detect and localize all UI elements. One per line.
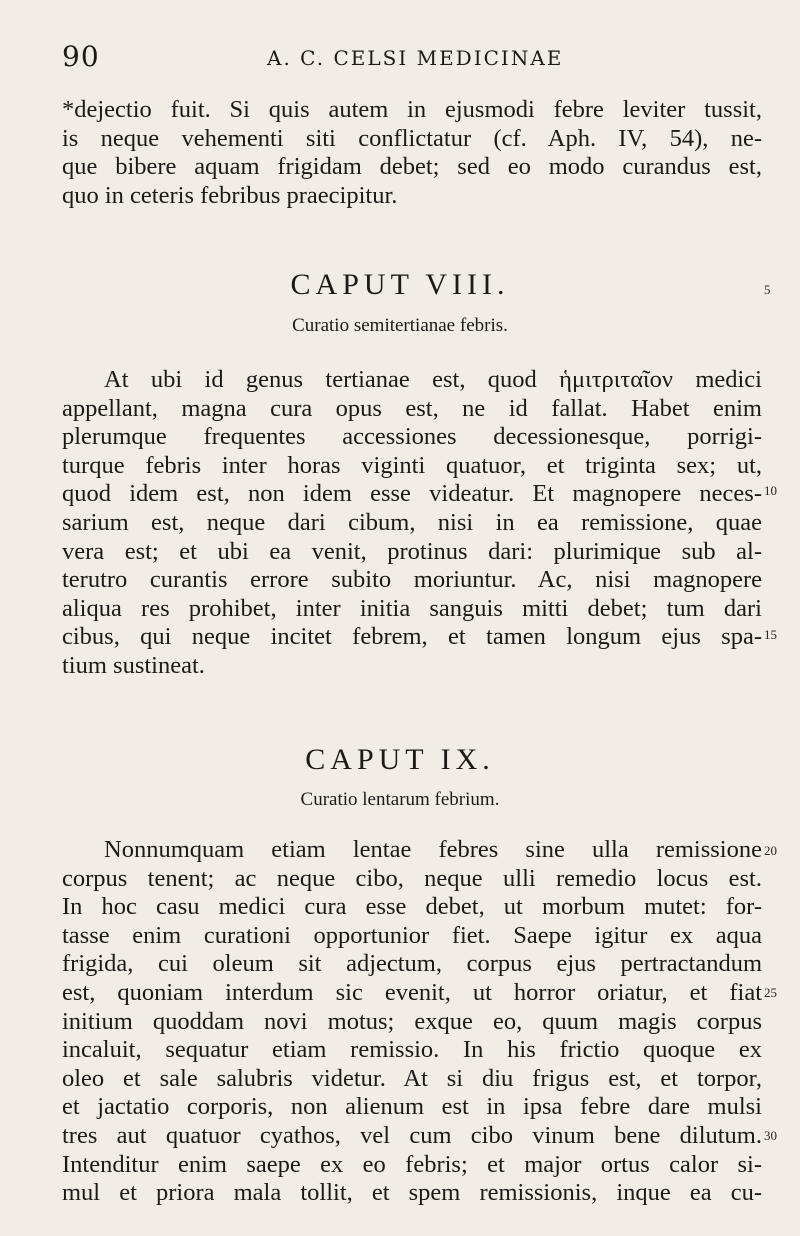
text-line: incaluit, sequatur etiam remissio. In his frictio quoque ex <box>62 1036 762 1064</box>
text-line: quo in ceteris febribus praecipitur. <box>62 181 398 209</box>
text-line: At ubi id genus tertianae est, quod ἡμιτριταῖον medici <box>104 366 762 393</box>
chapter-9-title: CAPUT IX. <box>305 743 495 776</box>
continuation-paragraph <box>62 96 762 210</box>
text-line: initium quoddam novi motus; exque eo, quum magis corpus <box>62 1007 762 1035</box>
chapter-9-paragraph <box>62 836 762 1208</box>
text-line: turque febris inter horas viginti quatuor, et triginta sex; ut, <box>62 451 762 479</box>
text-line: que bibere aquam frigidam debet; sed eo modo curandus est, <box>62 153 762 181</box>
running-title: A. C. CELSI MEDICINAE <box>267 46 564 70</box>
text-line: tasse enim curationi opportunior fiet. Saepe igitur ex aqua <box>62 921 762 949</box>
margin-line-number: 15 <box>764 627 777 642</box>
page-number: 90 <box>62 40 100 73</box>
text-line: frigida, cui oleum sit adjectum, corpus ejus pertractandum <box>62 950 762 978</box>
margin-line-number: 20 <box>764 843 777 858</box>
text-line: oleo et sale salubris videtur. At si diu frigus est, et torpor, <box>62 1064 762 1092</box>
text-line: et jactatio corporis, non alienum est in ipsa febre dare mulsi <box>62 1093 762 1121</box>
margin-line-number: 10 <box>764 483 777 498</box>
text-line: corpus tenent; ac neque cibo, neque ulli remedio locus est. <box>62 864 762 892</box>
text-line: vera est; et ubi ea venit, protinus dari: plurimique sub al- <box>62 537 762 565</box>
text-line: sarium est, neque dari cibum, nisi in ea remissione, quae <box>62 508 762 536</box>
text-line: plerumque frequentes accessiones decessionesque, porrigi- <box>62 423 762 451</box>
text-line: Nonnumquam etiam lentae febres sine ulla remissione <box>104 836 762 863</box>
text-line: aliqua res prohibet, inter initia sanguis mitti debet; tum dari <box>62 594 762 622</box>
chapter-8-subtitle: Curatio semitertianae febris. <box>292 315 508 336</box>
text-line: is neque vehementi siti conflictatur (cf. Aph. IV, 54), ne- <box>62 124 762 152</box>
page-header <box>62 40 762 74</box>
margin-line-number: 30 <box>764 1128 777 1143</box>
text-line: In hoc casu medici cura esse debet, ut morbum mutet: for- <box>62 893 762 921</box>
text-line: tium sustineat. <box>62 651 205 679</box>
text-line: appellant, magna cura opus est, ne id fallat. Habet enim <box>62 394 762 422</box>
text-line: quod idem est, non idem esse videatur. Et magnopere neces- <box>62 480 762 508</box>
text-line: terutro curantis errore subito moriuntur. Ac, nisi magnopere <box>62 566 762 594</box>
text-line: Intenditur enim saepe ex eo febris; et major ortus calor si- <box>62 1150 762 1178</box>
chapter-8-paragraph <box>62 366 762 681</box>
text-line: mul et priora mala tollit, et spem remissionis, inque ea cu- <box>62 1179 762 1207</box>
text-line: tres aut quatuor cyathos, vel cum cibo vinum bene dilutum. <box>62 1121 762 1149</box>
chapter-8-title: CAPUT VIII. <box>290 268 510 301</box>
text-line: est, quoniam interdum sic evenit, ut horror oriatur, et fiat <box>62 978 762 1006</box>
chapter-9-subtitle: Curatio lentarum febrium. <box>300 789 500 810</box>
margin-line-number: 25 <box>764 985 777 1000</box>
text-line: *dejectio fuit. Si quis autem in ejusmodi febre leviter tussit, <box>62 96 762 123</box>
margin-line-number: 5 <box>764 282 771 297</box>
text-line: cibus, qui neque incitet febrem, et tamen longum ejus spa- <box>62 623 762 651</box>
